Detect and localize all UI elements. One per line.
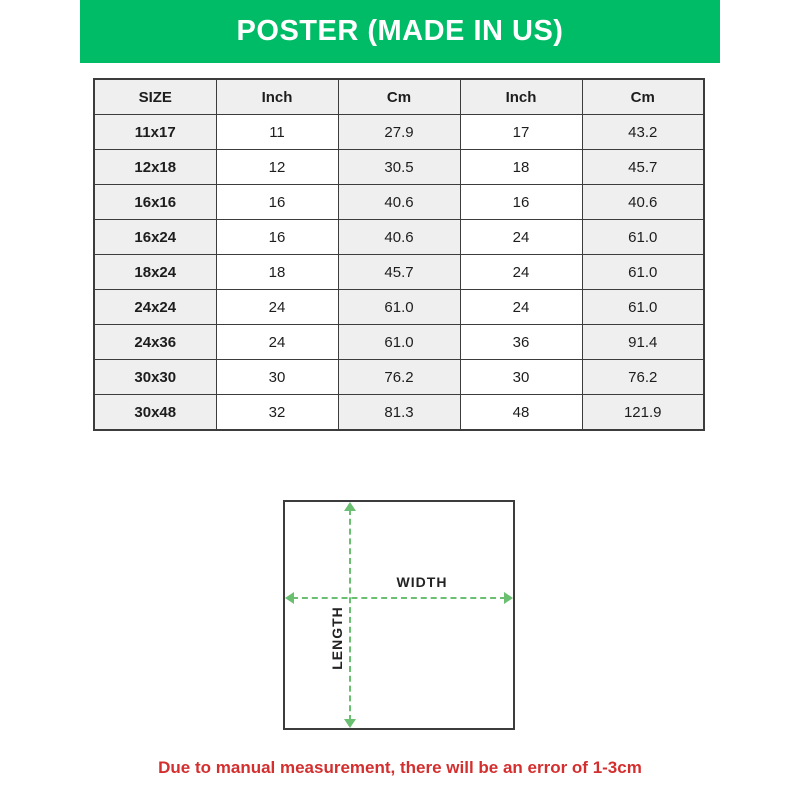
column-header-cm-1: Cm [338,79,460,115]
inch-value-cell: 11 [216,115,338,150]
inch-value-cell: 16 [216,220,338,255]
inch-value-cell: 16 [460,185,582,220]
cm-value-cell: 45.7 [582,150,704,185]
arrow-up-icon [344,502,356,511]
cm-value-cell: 61.0 [582,220,704,255]
inch-value-cell: 36 [460,325,582,360]
cm-value-cell: 76.2 [338,360,460,395]
size-cell: 24x36 [94,325,216,360]
cm-value-cell: 40.6 [582,185,704,220]
inch-value-cell: 30 [460,360,582,395]
cm-value-cell: 61.0 [338,290,460,325]
cm-value-cell: 81.3 [338,395,460,431]
cm-value-cell: 27.9 [338,115,460,150]
cm-value-cell: 61.0 [338,325,460,360]
inch-value-cell: 48 [460,395,582,431]
inch-value-cell: 18 [460,150,582,185]
cm-value-cell: 91.4 [582,325,704,360]
inch-value-cell: 24 [460,220,582,255]
table-row [94,185,704,220]
column-header-cm-2: Cm [582,79,704,115]
table-row [94,255,704,290]
size-cell: 18x24 [94,255,216,290]
table-row [94,150,704,185]
inch-value-cell: 30 [216,360,338,395]
inch-value-cell: 17 [460,115,582,150]
inch-value-cell: 32 [216,395,338,431]
table-row [94,220,704,255]
cm-value-cell: 30.5 [338,150,460,185]
width-label: WIDTH [396,574,448,590]
inch-value-cell: 24 [216,290,338,325]
measurement-error-note: Due to manual measurement, there will be an error of 1-3cm [158,758,642,777]
length-label: LENGTH [329,606,345,670]
inch-value-cell: 18 [216,255,338,290]
header-banner [80,0,720,63]
inch-value-cell: 24 [460,290,582,325]
size-cell: 30x30 [94,360,216,395]
arrow-left-icon [285,592,294,604]
size-cell: 16x24 [94,220,216,255]
table-row [94,115,704,150]
column-header-inch-1: Inch [216,79,338,115]
inch-value-cell: 24 [216,325,338,360]
cm-value-cell: 45.7 [338,255,460,290]
table-header-row [94,79,704,115]
cm-value-cell: 61.0 [582,290,704,325]
cm-value-cell: 121.9 [582,395,704,431]
size-table [93,78,705,431]
table-row [94,395,704,431]
table-row [94,360,704,395]
cm-value-cell: 40.6 [338,185,460,220]
arrow-down-icon [344,719,356,728]
size-cell: 11x17 [94,115,216,150]
page-title: POSTER (MADE IN US) [236,15,564,47]
table-row [94,325,704,360]
column-header-inch-2: Inch [460,79,582,115]
size-cell: 30x48 [94,395,216,431]
arrow-right-icon [504,592,513,604]
measurement-diagram [283,500,515,730]
width-arrow-line [292,597,506,599]
cm-value-cell: 76.2 [582,360,704,395]
cm-value-cell: 40.6 [338,220,460,255]
cm-value-cell: 61.0 [582,255,704,290]
table-row [94,290,704,325]
size-cell: 12x18 [94,150,216,185]
inch-value-cell: 12 [216,150,338,185]
size-cell: 16x16 [94,185,216,220]
length-arrow-line [349,509,351,721]
inch-value-cell: 24 [460,255,582,290]
size-cell: 24x24 [94,290,216,325]
cm-value-cell: 43.2 [582,115,704,150]
inch-value-cell: 16 [216,185,338,220]
column-header-size: SIZE [94,79,216,115]
